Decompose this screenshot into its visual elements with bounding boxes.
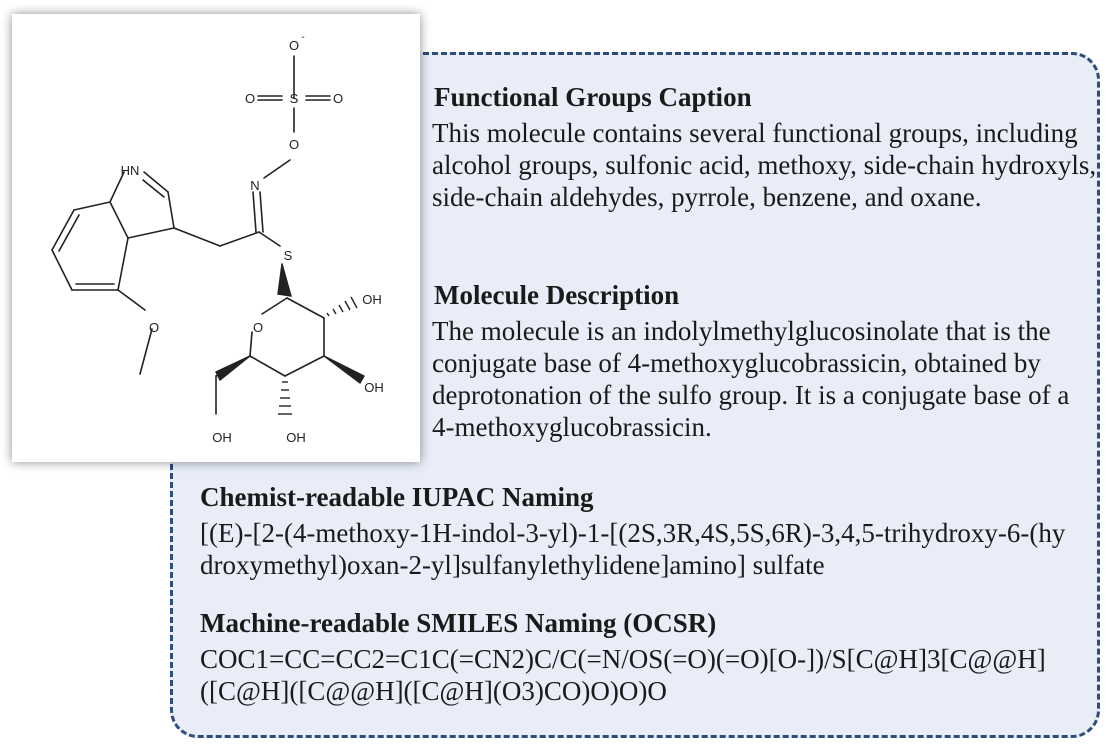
atom-charge-minus: -	[301, 32, 305, 43]
atom-label-o-link: O	[288, 137, 300, 152]
atom-label-n-oxime: N	[250, 178, 260, 193]
molecule-structure-card	[12, 14, 420, 462]
functional-groups-text: This molecule contains several functional groups, including alcohol groups, sulfonic acid, methoxy, side-chain hydroxyls, side-chain aldehydes, pyrrole, benzene, and oxane.	[432, 118, 1097, 212]
atom-label-o-right: O	[332, 91, 344, 106]
molecule-structure-diagram	[12, 14, 420, 462]
stereo-bonds	[216, 264, 364, 414]
atom-label-o-ring: O	[252, 320, 264, 335]
functional-groups-heading: Functional Groups Caption	[434, 82, 752, 112]
atom-label-o-minus: O	[288, 38, 300, 53]
iupac-name-text: [(E)-[2-(4-methoxy-1H-indol-3-yl)-1-[(2S,3R,4S,5S,6R)-3,4,5-trihydroxy-6-(hydroxymethyl)oxan-2-yl]sulfanylethylidene]amino] sulfate	[200, 518, 1066, 580]
iupac-heading: Chemist-readable IUPAC Naming	[200, 482, 594, 512]
atom-label-oh-3: OH	[212, 430, 232, 445]
molecule-description-heading: Molecule Description	[434, 280, 680, 310]
atom-label-oh-1: OH	[362, 292, 382, 307]
atom-label-s-thio: S	[283, 248, 293, 263]
molecule-description-text: The molecule is an indolylmethylglucosinolate that is the conjugate base of 4-methoxyglucobrassicin, obtained by deprotonation of the sulfo group. It is a conjugate base of a 4-methoxyglucobrassicin.	[432, 316, 1070, 442]
atom-label-o-left: O	[244, 91, 256, 106]
atom-label-o-methoxy: O	[148, 320, 160, 335]
atom-label-oh-2: OH	[364, 380, 384, 395]
smiles-text: COC1=CC=CC2=C1C(=CN2)C/C(=N/OS(=O)(=O)[O-])/S[C@H]3[C@@H]([C@H]([C@@H]([C@H](O3)CO)O)O)O	[200, 644, 1046, 706]
atom-label-hn: HN	[120, 163, 140, 178]
smiles-heading: Machine-readable SMILES Naming (OCSR)	[200, 608, 717, 638]
atom-label-s-sulfo: S	[289, 91, 299, 106]
atom-label-oh-4: OH	[286, 430, 306, 445]
bond-lines	[52, 56, 330, 414]
